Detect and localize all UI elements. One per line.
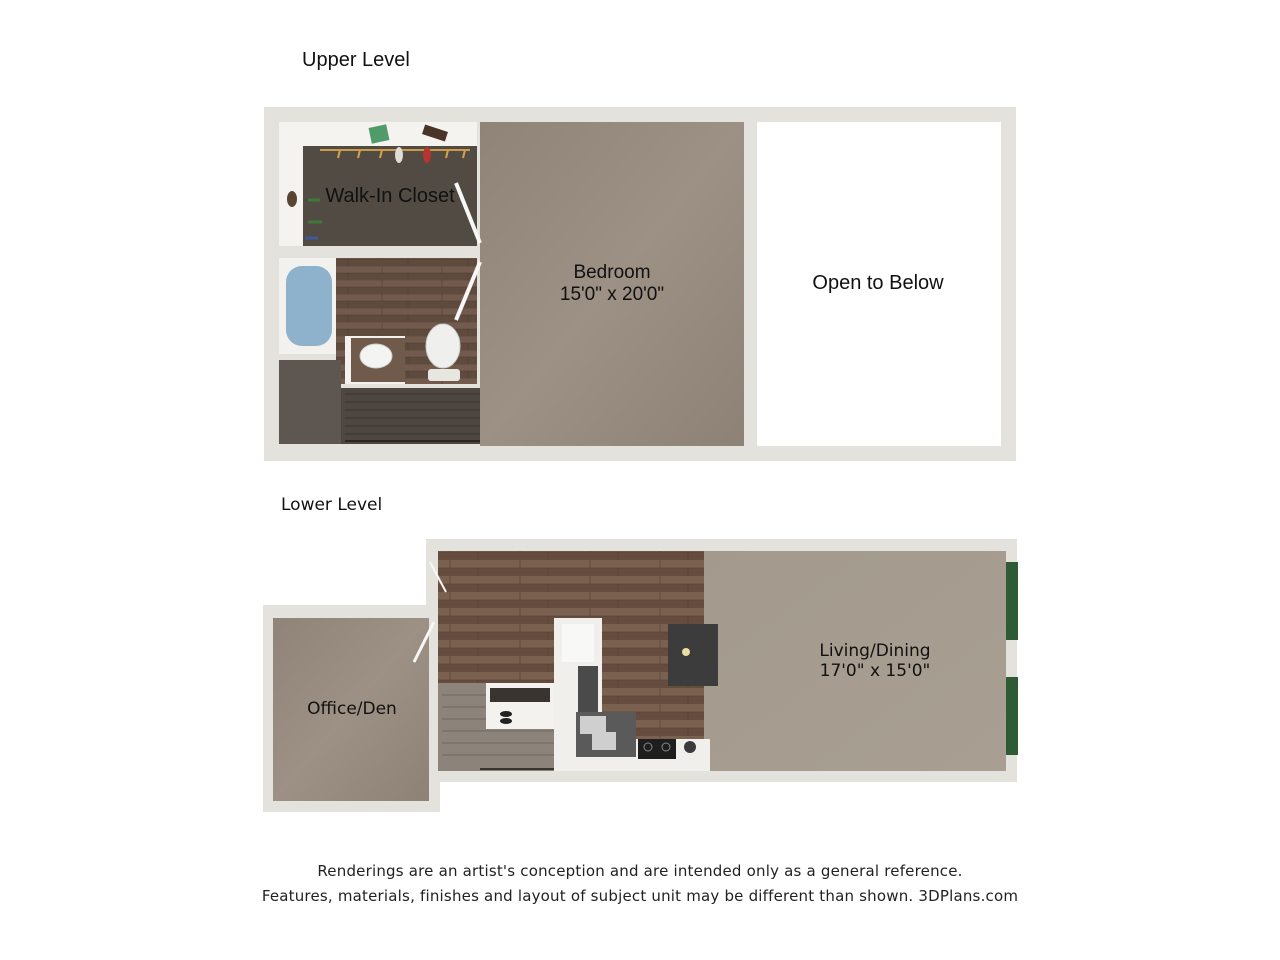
toilet-bowl xyxy=(426,324,460,368)
disclaimer-line-1: Renderings are an artist's conception and are intended only as a general reference. xyxy=(317,862,963,880)
toilet-tank xyxy=(428,369,460,381)
sink xyxy=(360,344,392,368)
stair-landing-upper xyxy=(279,360,341,444)
living-dining-size: 17'0" x 15'0" xyxy=(819,660,931,681)
window-upper xyxy=(1006,562,1018,640)
disclaimer-line-2: Features, materials, finishes and layout of subject unit may be different than shown. 3DPlans.com xyxy=(261,887,1019,905)
walk-in-closet-label: Walk-In Closet xyxy=(325,185,455,207)
office-den-label: Office/Den xyxy=(307,699,397,719)
sink-basin-1 xyxy=(580,716,606,734)
refrigerator xyxy=(562,624,594,662)
upper-level-label: Upper Level xyxy=(302,49,410,71)
open-to-below-label: Open to Below xyxy=(812,272,944,294)
living-dining-label xyxy=(800,642,950,681)
kitchen-island xyxy=(668,624,718,686)
window-lower xyxy=(1006,677,1018,755)
range-hood xyxy=(684,741,696,753)
island-flowers xyxy=(682,648,690,656)
stairs-upper xyxy=(341,388,480,444)
cooktop xyxy=(638,739,676,759)
bathtub-water xyxy=(286,266,332,346)
living-dining-name: Living/Dining xyxy=(819,641,931,661)
bedroom-label xyxy=(530,262,694,306)
coat-rack xyxy=(490,688,550,702)
bedroom-name: Bedroom xyxy=(573,262,651,283)
closet-hat xyxy=(287,191,297,207)
bedroom-size: 15'0" x 20'0" xyxy=(559,283,665,305)
lower-level-label: Lower Level xyxy=(281,495,383,515)
sink-basin-2 xyxy=(592,732,616,750)
